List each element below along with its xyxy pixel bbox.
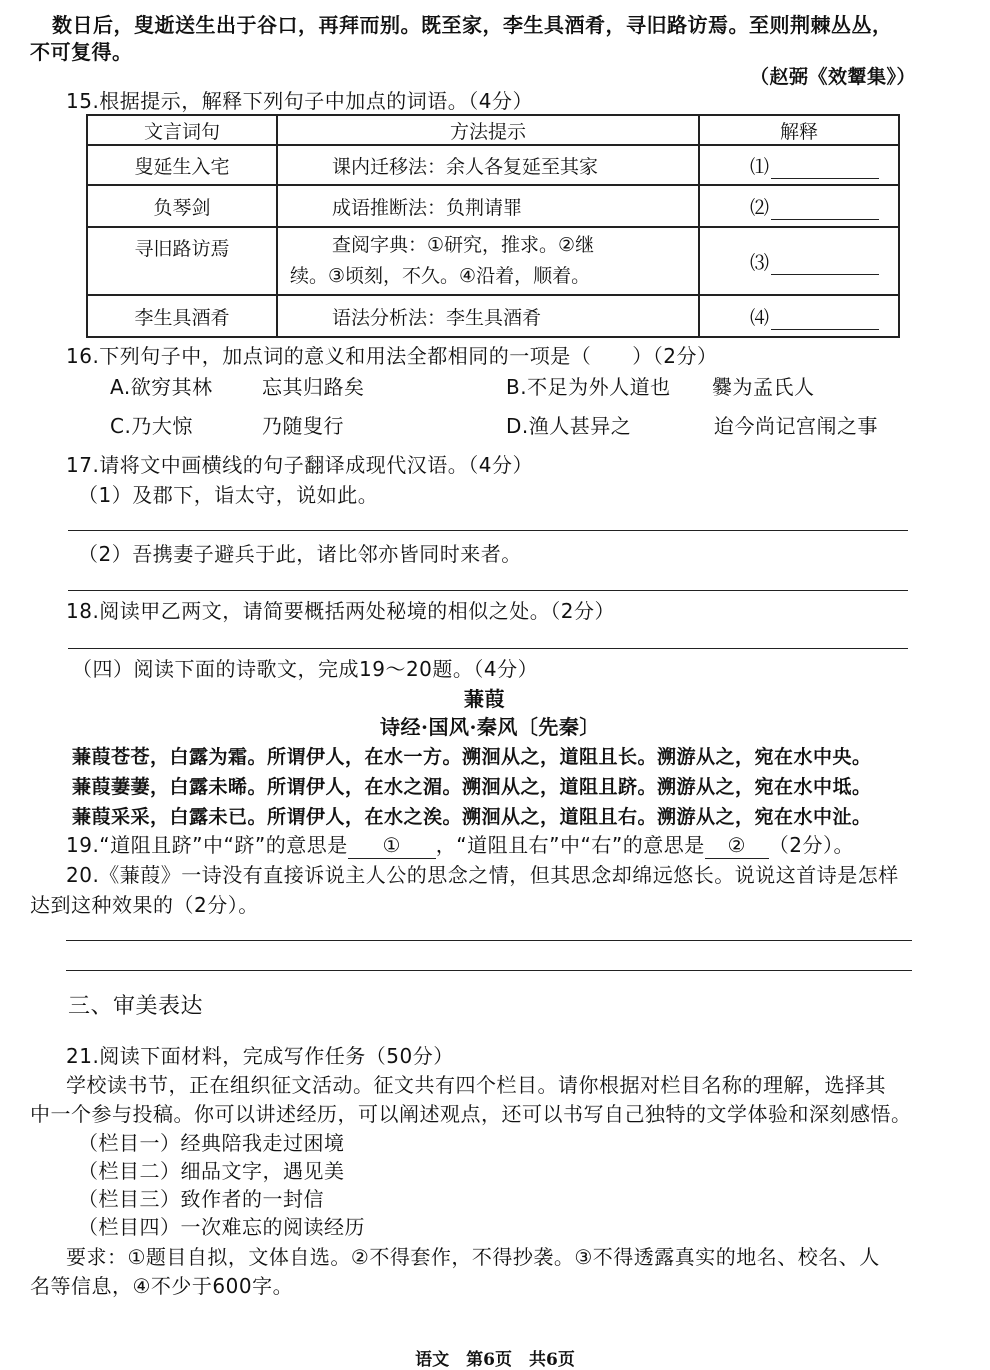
q17-sentence-2: （2）吾携妻子避兵于此，诸比邻亦皆同时来者。	[78, 542, 522, 566]
q21-title: 21.阅读下面材料，完成写作任务（50分）	[66, 1044, 454, 1068]
poem-line: 蒹葭苍苍，白露为霜。所谓伊人，在水一方。溯洄从之，道阻且长。溯游从之，宛在水中央。	[72, 746, 872, 768]
passage-line-1: 数日后，叟逝送生出于谷口，再拜而别。既至家，李生具酒肴，寻旧路访焉。至则荆棘丛丛，	[52, 13, 893, 37]
q19-blank-2[interactable]: ②	[705, 832, 769, 859]
q16-option-d[interactable]: D.渔人甚异之	[506, 414, 632, 438]
q16-option-c-second: 乃随叟行	[262, 414, 344, 438]
answer-blank[interactable]	[771, 311, 879, 330]
page-footer: 语文 第6页 共6页	[415, 1350, 575, 1370]
poem-source: 诗经·国风·秦风〔先秦〕	[380, 715, 600, 739]
q15-answer-label: ⑷	[750, 306, 770, 329]
answer-blank[interactable]	[771, 256, 879, 275]
q15-phrase: 叟延生入宅	[87, 145, 277, 185]
q16-option-d-second: 迨今尚记宫闱之事	[714, 414, 878, 438]
poem-line: 蒹葭采采，白露未已。所谓伊人，在水之涘。溯洄从之，道阻且右。溯游从之，宛在水中沚。	[72, 806, 872, 828]
q15-answer-label: ⑶	[750, 251, 770, 274]
section-3-title: 三、审美表达	[68, 994, 204, 1019]
answer-blank[interactable]	[771, 160, 879, 179]
q16-title: 16.下列句子中，加点词的意义和用法全都相同的一项是（ ）（2分）	[66, 344, 718, 368]
q21-column-item: （栏目二）细品文字，遇见美	[78, 1159, 345, 1183]
q17-title: 17.请将文中画横线的句子翻译成现代汉语。（4分）	[66, 453, 534, 477]
q19-text-2: ，“道阻且右”中“右”的意思是	[435, 833, 705, 857]
answer-line[interactable]	[68, 530, 908, 531]
q19-text-1: 19.“道阻且跻”中“跻”的意思是	[66, 833, 348, 857]
answer-line[interactable]	[66, 940, 912, 941]
q16-option-b[interactable]: B.不足为外人道也	[506, 375, 671, 399]
answer-line[interactable]	[68, 648, 908, 649]
section-4-title: （四）阅读下面的诗歌文，完成19～20题。（4分）	[72, 657, 539, 681]
q15-hint-cell	[277, 227, 699, 295]
q15-title: 15.根据提示，解释下列句子中加点的词语。（4分）	[66, 89, 534, 113]
q20-line-2: 达到这种效果的（2分）。	[30, 893, 259, 917]
q15-answer-cell[interactable]	[699, 185, 899, 227]
q16-option-a-second: 忘其归路矣	[262, 375, 365, 399]
q15-row	[87, 295, 899, 337]
q15-phrase: 寻旧路访焉	[87, 227, 277, 295]
q15-phrase: 李生具酒肴	[87, 295, 277, 337]
passage-line-2: 不可复得。	[30, 40, 133, 64]
q15-answer-label: ⑴	[750, 155, 770, 178]
q15-hint: 课内迁移法：余人各复延至其家	[277, 145, 699, 185]
passage-source: （赵弼《效颦集》）	[750, 66, 917, 88]
q21-column-item: （栏目四）一次难忘的阅读经历	[78, 1215, 365, 1239]
q16-option-b-second: 爨为孟氏人	[712, 375, 815, 399]
poem-title: 蒹葭	[464, 687, 505, 711]
q15-hint: 语法分析法：李生具酒肴	[277, 295, 699, 337]
q15-answer-cell[interactable]	[699, 227, 899, 295]
q15-header-row	[87, 115, 899, 145]
q15-header-phrase: 文言词句	[87, 115, 277, 145]
q20-line-1: 20.《蒹葭》一诗没有直接诉说主人公的思念之情，但其思念却绵远悠长。说说这首诗是怎样	[66, 863, 899, 887]
q15-phrase: 负琴剑	[87, 185, 277, 227]
q21-requirements-line-2: 名等信息，④不少于600字。	[30, 1274, 294, 1298]
q21-paragraph-line-1: 学校读书节，正在组织征文活动。征文共有四个栏目。请你根据对栏目名称的理解，选择其	[66, 1073, 886, 1097]
q19-question	[66, 832, 854, 859]
q16-option-a[interactable]: A.欲穷其林	[110, 375, 213, 399]
q21-requirements-line-1: 要求：①题目自拟，文体自选。②不得套作，不得抄袭。③不得透露真实的地名、校名、人	[66, 1245, 880, 1269]
q18-title: 18.阅读甲乙两文，请简要概括两处秘境的相似之处。（2分）	[66, 599, 616, 623]
answer-line[interactable]	[68, 590, 908, 591]
q15-answer-label: ⑵	[750, 196, 770, 219]
poem-line: 蒹葭萋萋，白露未晞。所谓伊人，在水之湄。溯洄从之，道阻且跻。溯游从之，宛在水中坻。	[72, 776, 872, 798]
q15-answer-cell[interactable]	[699, 145, 899, 185]
q15-hint: 成语推断法：负荆请罪	[277, 185, 699, 227]
q21-paragraph-line-2: 中一个参与投稿。你可以讲述经历，可以阐述观点，还可以书写自己独特的文学体验和深刻感悟。	[30, 1102, 912, 1126]
q15-hint: 查阅字典：①研究，推求。②继	[332, 234, 595, 256]
answer-blank[interactable]	[771, 201, 879, 220]
q15-row	[87, 227, 899, 295]
q15-header-answer: 解释	[699, 115, 899, 145]
q17-sentence-1: （1）及郡下，诣太守，说如此。	[78, 483, 379, 507]
q16-option-c[interactable]: C.乃大惊	[110, 414, 193, 438]
q21-column-item: （栏目三）致作者的一封信	[78, 1187, 324, 1211]
answer-line[interactable]	[66, 970, 912, 971]
q19-text-3: （2分）。	[768, 833, 854, 857]
q21-column-item: （栏目一）经典陪我走过困境	[78, 1131, 345, 1155]
q15-header-hint: 方法提示	[277, 115, 699, 145]
q15-row	[87, 145, 899, 185]
q15-row	[87, 185, 899, 227]
q15-answer-cell[interactable]	[699, 295, 899, 337]
q15-hint-continued: 续。③顷刻，不久。④沿着，顺着。	[290, 265, 591, 287]
q19-blank-1[interactable]: ①	[348, 832, 436, 859]
q15-table	[86, 114, 900, 338]
